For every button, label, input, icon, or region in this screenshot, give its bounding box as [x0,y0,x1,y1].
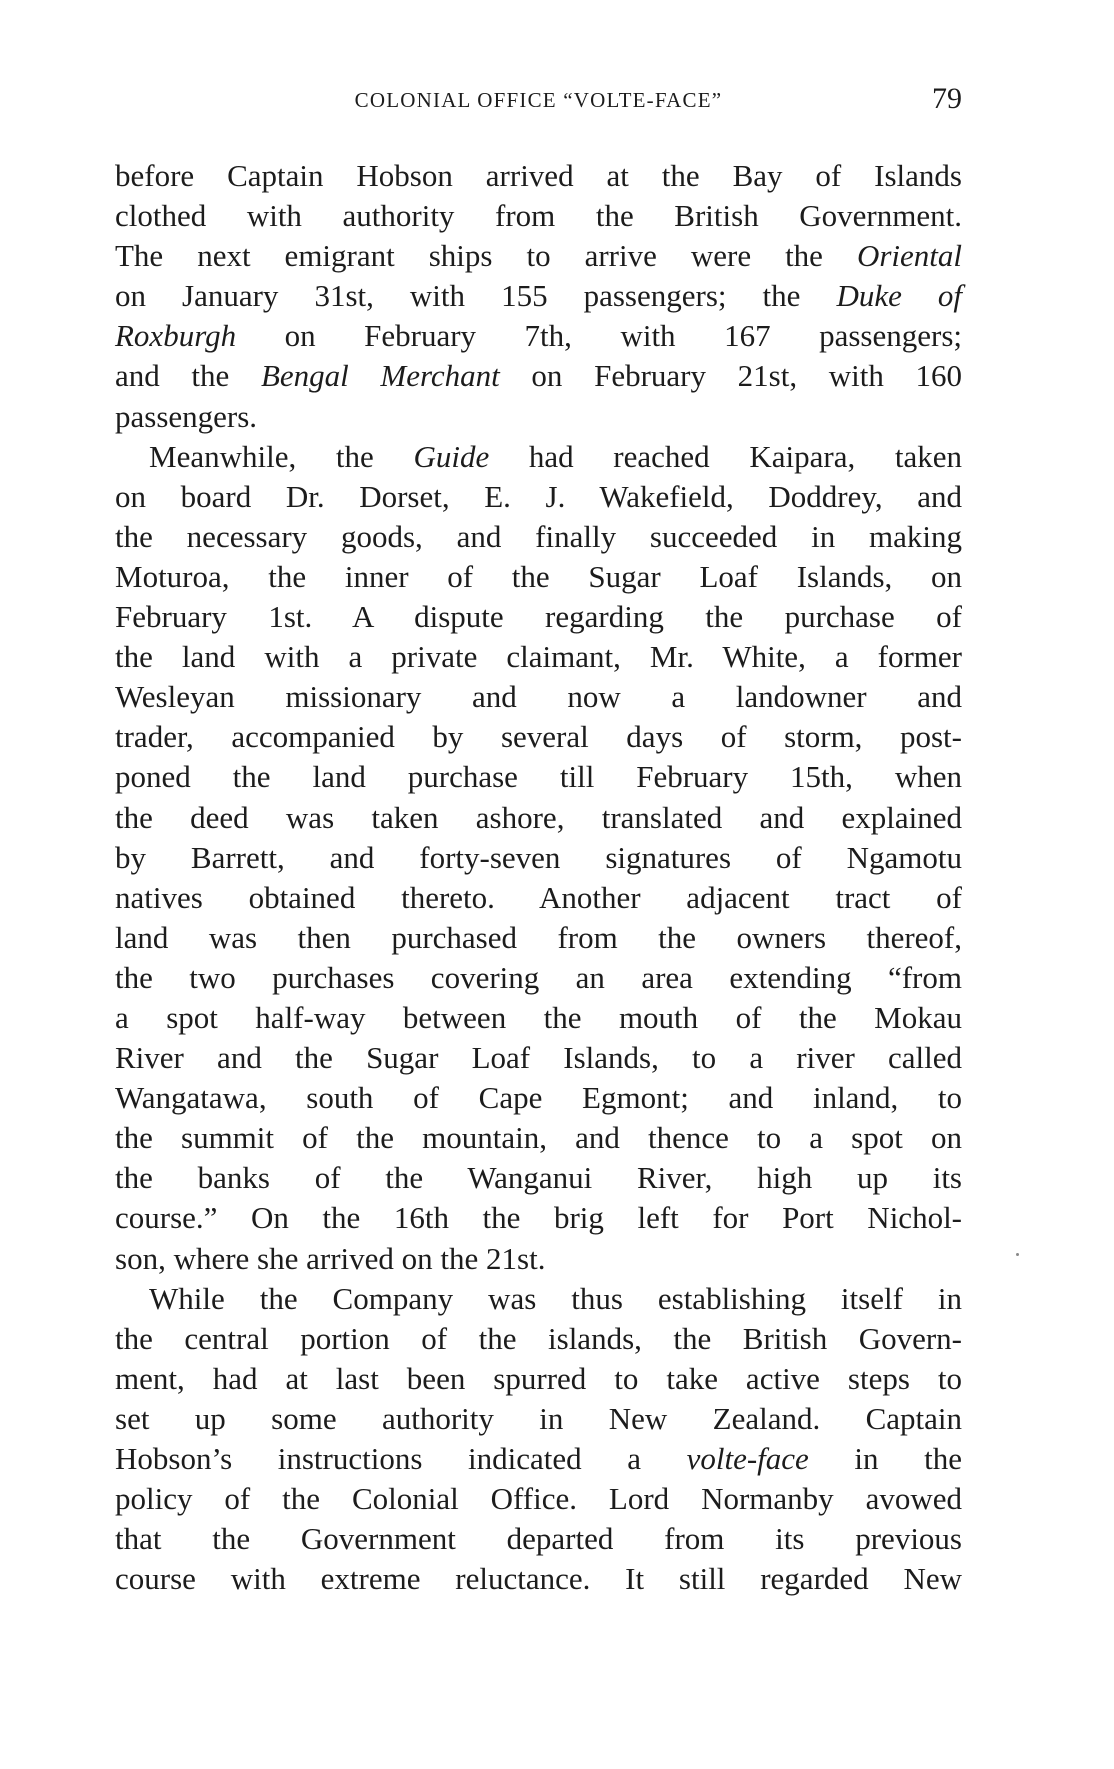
text-segment: course.” On the 16th the brig left for Port Nichol- [115,1200,962,1236]
text-line [115,637,962,677]
text-segment: policy of the Colonial Office. Lord Normanby avowed [115,1481,962,1517]
text-line [115,196,962,236]
text-segment: land was then purchased from the owners thereof, [115,919,962,955]
italic-text: volte-face [686,1441,809,1476]
text-segment: While the Company was thus establishing itself in [149,1280,962,1316]
text-line [115,757,962,797]
text-segment: in the [808,1441,962,1476]
text-line [115,1239,962,1279]
text-segment: Wangatawa, south of Cape Egmont; and inland, to [115,1080,962,1116]
text-line [115,958,962,998]
text-segment: set up some authority in New Zealand. Captain [115,1400,962,1436]
text-segment: the necessary goods, and finally succeeded in making [115,518,962,554]
body-text [115,156,962,1599]
italic-text: Duke of [836,278,962,314]
text-line [115,1078,962,1118]
text-line [115,236,962,276]
text-line [115,356,962,396]
text-segment: Meanwhile, the [149,438,414,474]
text-line [115,397,962,437]
text-segment: a spot half-way between the mouth of the Mokau [115,999,962,1035]
text-line [115,1279,962,1319]
text-segment: the central portion of the islands, the British Govern- [115,1320,962,1356]
text-segment: clothed with authority from the British Government. [115,198,962,234]
text-segment: River and the Sugar Loaf Islands, to a river called [115,1040,962,1076]
text-line [115,557,962,597]
text-line [115,477,962,517]
text-line [115,1559,962,1599]
text-line [115,156,962,196]
running-head [115,82,962,122]
text-segment: son, where she arrived on the 21st. [115,1240,546,1276]
text-line [115,717,962,757]
text-segment: natives obtained thereto. Another adjacent tract of [115,879,962,915]
text-line [115,1319,962,1359]
text-segment: the land with a private claimant, Mr. White, a former [115,639,962,675]
text-segment: on January 31st, with 155 passengers; the [115,278,837,314]
text-segment: Hobson’s instructions indicated a [115,1441,687,1476]
text-line [115,1158,962,1198]
text-line [115,1038,962,1078]
text-segment: trader, accompanied by several days of storm, post- [115,719,962,755]
text-line [115,1399,962,1439]
text-segment: on board Dr. Dorset, E. J. Wakefield, Doddrey, and [115,478,962,514]
text-segment: had reached Kaipara, taken [489,438,963,474]
text-segment: and the [115,358,261,394]
text-segment: the banks of the Wanganui River, high up its [115,1160,962,1196]
text-line [115,1118,962,1158]
text-line [115,918,962,958]
text-segment: The next emigrant ships to arrive were the [115,238,857,274]
text-line [115,597,962,637]
italic-text: Roxburgh [115,318,237,354]
page-number: 79 [932,82,962,115]
text-line [115,1519,962,1559]
text-segment: passengers. [115,398,258,434]
text-line [115,1479,962,1519]
text-line [115,316,962,356]
text-segment: the deed was taken ashore, translated and explained [115,799,962,835]
text-segment: the summit of the mountain, and thence to a spot on [115,1120,962,1156]
text-line [115,1439,962,1479]
text-segment: on February 21st, with 160 [499,358,962,394]
text-segment: Wesleyan missionary and now a landowner and [115,679,962,715]
text-segment: February 1st. A dispute regarding the purchase of [115,599,962,635]
text-line [115,437,962,477]
running-title: COLONIAL OFFICE “VOLTE-FACE” [354,88,723,112]
text-line [115,677,962,717]
text-line [115,878,962,918]
text-line [115,276,962,316]
margin-speck [1016,1253,1019,1256]
italic-text: Bengal Merchant [260,358,500,394]
text-segment: poned the land purchase till February 15th, when [115,759,962,795]
text-segment: by Barrett, and forty-seven signatures of Ngamotu [115,839,962,875]
text-line [115,1359,962,1399]
italic-text: Guide [413,438,490,474]
text-segment: Moturoa, the inner of the Sugar Loaf Islands, on [115,558,962,594]
text-segment: that the Government departed from its previous [115,1521,962,1557]
text-segment: ment, had at last been spurred to take active steps to [115,1360,962,1396]
text-line [115,998,962,1038]
text-line [115,798,962,838]
text-line [115,1198,962,1238]
text-segment: course with extreme reluctance. It still regarded New [115,1561,962,1597]
text-line [115,517,962,557]
text-segment: before Captain Hobson arrived at the Bay of Islands [115,158,962,193]
text-line [115,838,962,878]
text-segment: the two purchases covering an area extending “from [115,959,962,995]
text-segment: on February 7th, with 167 passengers; [236,318,962,354]
italic-text: Oriental [856,238,962,274]
